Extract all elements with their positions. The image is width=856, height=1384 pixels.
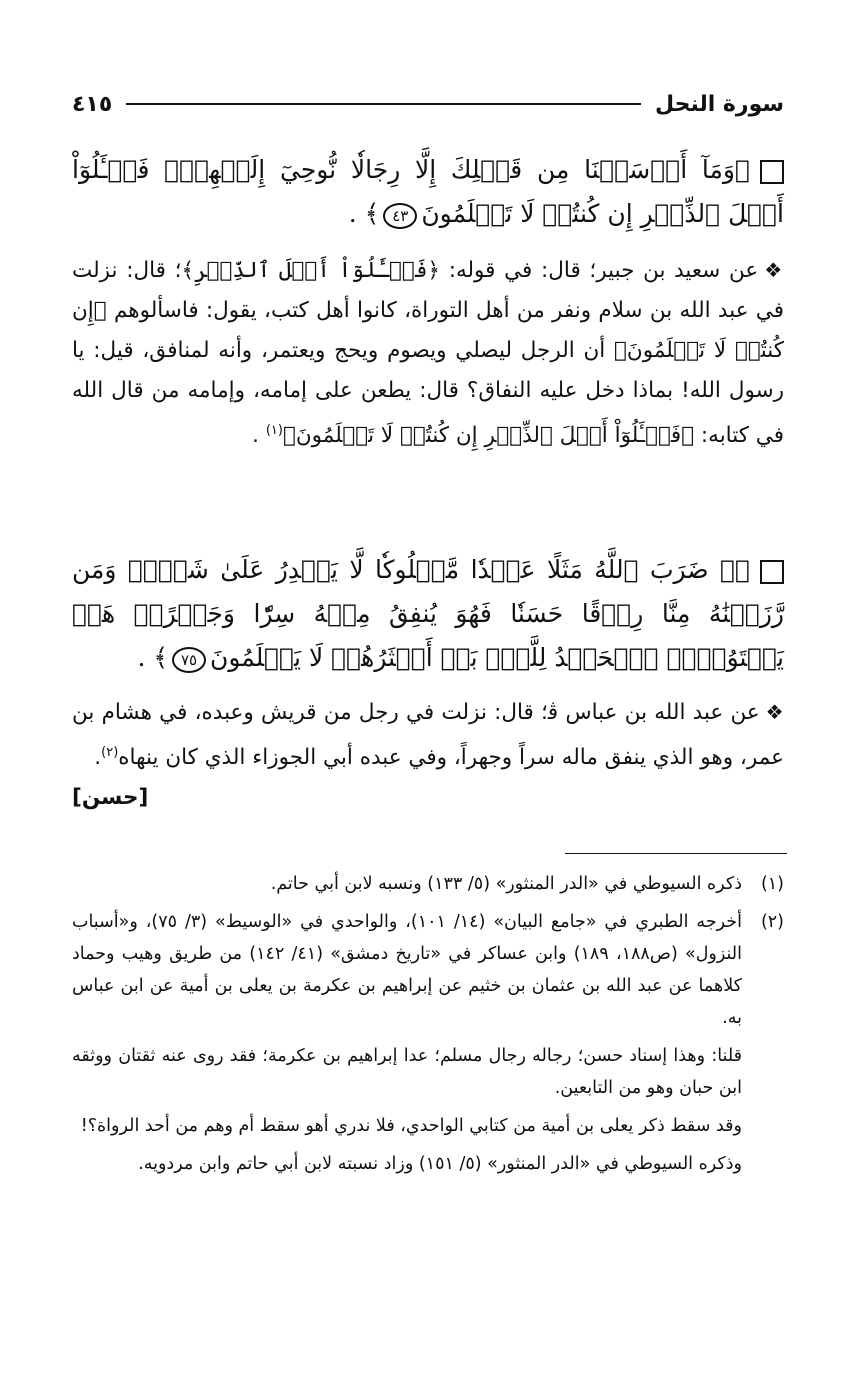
footnote-separator [565,853,787,854]
footnote-paragraph: وقد سقط ذكر يعلى بن أمية من كتابي الواحدي، فلا ندري أهو سقط أم وهم من أحد الرواة؟! [80,1116,742,1136]
footnote-paragraph: قلنا: وهذا إسناد حسن؛ رجاله رجال مسلم؛ عدا إبراهيم بن عكرمة؛ فقد روى عنه ثقتان ووثقه ابن حبان وهو من التابعين. [72,1046,742,1098]
ayah-number-2: ٧٥ [172,647,206,673]
quran-quote-3: ﴿فَسۡـَٔلُوٓاْ أَهۡلَ ٱلذِّكۡرِ إِن كُنتُمۡ لَا تَعۡلَمُونَ﴾ [282,423,695,449]
narration-end-1: . [252,423,266,449]
footnote-paragraph: أخرجه الطبري في «جامع البيان» (١٤/ ١٠١)، والواحدي في «الوسيط» (٣/ ٧٥)، و«أسباب النزول» (ص١٨٨، ١٨٩) وابن عساكر في «تاريخ دمشق» (٤١/ ١٤٢) من طريق وهيب وحماد كلاهما عن عبد الله بن عثمان بن خثيم عن إبراهيم بن عكرمة بن يعلى بن أمية عن ابن عباس به. [72,912,742,1028]
footnote-ref-2: (٢) [101,745,119,760]
surah-title: سورة النحل [654,91,784,117]
square-bullet-icon [760,160,784,184]
page-header [72,84,784,124]
footnote-1 [72,868,784,900]
narration-end-2: . [94,745,102,771]
footnote-number: (١) [760,874,784,894]
narration-block-1 [72,250,784,456]
footnote-ref-1: (١) [265,423,283,438]
footnote-paragraph: ذكره السيوطي في «الدر المنثور» (٥/ ١٣٣) ونسبه لابن أبي حاتم. [270,874,742,894]
verse-text-1: ﴿وَمَآ أَرۡسَلۡنَا مِن قَبۡلِكَ إِلَّا رِجَالٗا نُّوحِيٓ إِلَيۡهِمۡۚ فَسۡـَٔلُوٓاْ أَهۡلَ ٱلذِّكۡرِ إِن كُنتُمۡ لَا تَعۡلَمُونَ [72,155,784,228]
narration-block-2 [72,692,784,818]
verse-block-1 [72,148,784,236]
verse-block-2 [72,548,784,680]
verse-text-2: ﴿۞ ضَرَبَ ٱللَّهُ مَثَلًا عَبۡدٗا مَّمۡلُوكٗا لَّا يَقۡدِرُ عَلَىٰ شَيۡءٖ وَمَن رَّزَقۡنَٰهُ مِنَّا رِزۡقًا حَسَنٗا فَهُوَ يُنفِقُ مِنۡهُ سِرّٗا وَجَهۡرًاۖ هَلۡ يَسۡتَوُۥنَۚ ٱلۡحَمۡدُ لِلَّهِۚ بَلۡ أَكۡثَرُهُمۡ لَا يَعۡلَمُونَ [72,555,784,672]
narration-text-1b: أن الرجل ليصلي ويصوم ويحج ويعتمر، وأنه لمنافق، قيل: يا رسول الله! بماذا دخل عليه النفاق؟ قال: يطعن على إمامه، وإمامه من قال الله في كتابه: [72,338,784,449]
hadith-grade: [حسن] [72,785,149,811]
narration-text-2: عن عبد الله بن عباس ﭬ؛ قال: نزلت في رجل من قريش وعبده، في هشام بن عمر، وهو الذي ينفق ماله سراً وجهراً، وفي عبده أبي الجوزاء الذي كان ينهاه [72,700,784,771]
ayah-number-1: ٤٣ [383,203,417,229]
quran-quote-1: ﴿فَسۡـَٔلُوٓاْ أَهۡلَ ٱلذِّكۡرِ﴾ [181,258,441,283]
footnote-number: (٢) [760,912,784,932]
verse-end-1: ﴾ . [348,199,380,228]
verse-end-2: ﴾ . [137,643,169,672]
quran-quote-2: ﴿إِن كُنتُمۡ لَا تَعۡلَمُونَ﴾ [72,298,784,363]
footnotes [72,868,784,1186]
narration-text-1a: ؛ قال: نزلت في عبد الله بن سلام ونفر من أهل التوراة، كانوا أهل كتب، يقول: فاسألوهم [72,258,784,323]
diamond-bullet-icon: ❖ [765,700,784,724]
footnote-2 [72,906,784,1180]
page-number: ٤١٥ [72,91,113,117]
diamond-bullet-icon: ❖ [764,258,784,282]
header-rule [126,103,641,105]
footnote-paragraph: وذكره السيوطي في «الدر المنثور» (٥/ ١٥١) وزاد نسبته لابن أبي حاتم وابن مردويه. [138,1154,742,1174]
narration-intro-1: عن سعيد بن جبير؛ قال: في قوله: [440,258,759,283]
square-bullet-icon [760,560,784,584]
